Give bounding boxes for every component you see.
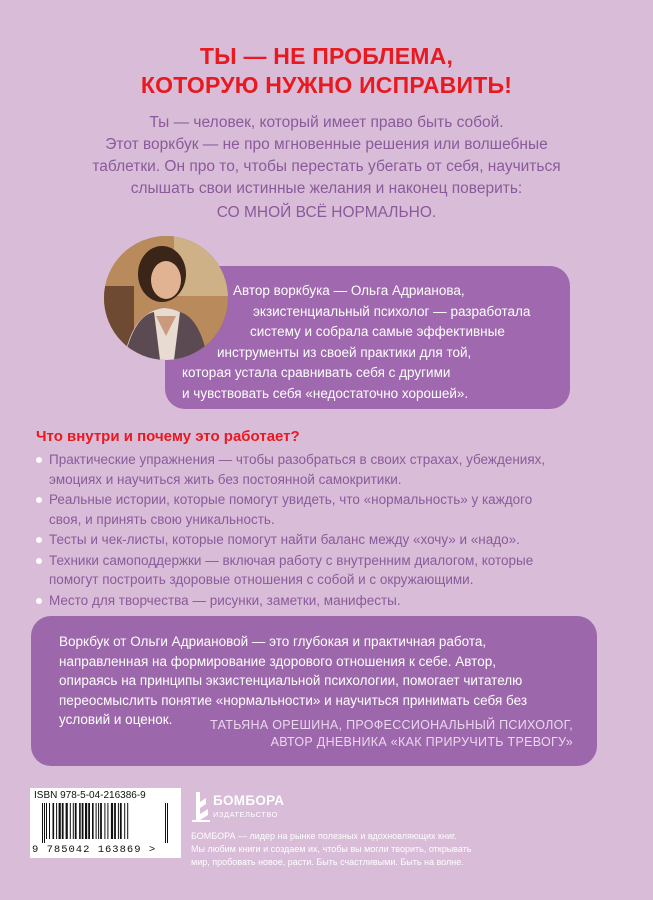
barcode-bar bbox=[100, 803, 102, 839]
review-quote-author bbox=[210, 717, 573, 751]
barcode-bar bbox=[124, 803, 125, 839]
list-item-text: эмоциях и научиться жить без постоянной самокритики. bbox=[49, 471, 402, 487]
author-photo bbox=[104, 236, 228, 360]
intro-paragraph bbox=[0, 112, 653, 224]
publisher-name: БОМБОРА bbox=[213, 793, 285, 808]
barcode-bar bbox=[53, 803, 55, 839]
barcode-bar bbox=[70, 803, 71, 839]
barcode bbox=[30, 788, 181, 858]
barcode-bar bbox=[82, 803, 84, 839]
barcode-bars bbox=[41, 803, 169, 843]
barcode-bar bbox=[59, 803, 61, 839]
list-item bbox=[36, 551, 626, 590]
author-line: систему и собрала самые эффективные bbox=[250, 324, 505, 339]
barcode-number: 9 785042 163869 > bbox=[32, 844, 157, 856]
intro-line: Ты — человек, который имеет право быть собой. bbox=[149, 114, 504, 131]
author-line: Автор воркбука — Ольга Адрианова, bbox=[233, 283, 465, 298]
barcode-bar bbox=[66, 803, 68, 839]
list-item bbox=[36, 450, 626, 489]
publisher-desc-line: мир, пробовать новое, расти. Быть счастливыми. Быть на волне. bbox=[191, 857, 464, 867]
list-item-text: Тесты и чек-листы, которые помогут найти баланс между «хочу» и «надо». bbox=[49, 532, 520, 547]
publisher-desc-line: БОМБОРА — лидер на рынке полезных и вдохновляющих книг. bbox=[191, 831, 457, 841]
barcode-bar bbox=[62, 803, 64, 839]
quote-author-line: АВТОР ДНЕВНИКА «КАК ПРИРУЧИТЬ ТРЕВОГУ» bbox=[270, 735, 573, 749]
barcode-bar bbox=[85, 803, 87, 839]
intro-line: таблетки. Он про то, чтобы перестать убегать от себя, научиться bbox=[92, 158, 561, 175]
quote-line: опираясь на принципы экзистенциальной психологии, помогает читателю bbox=[59, 673, 523, 688]
features-list bbox=[36, 450, 626, 611]
barcode-bar bbox=[104, 803, 105, 839]
barcode-bar bbox=[46, 803, 47, 839]
publisher-logo bbox=[190, 790, 310, 826]
quote-line: направленная на формирование здорового отношения к себе. Автор, bbox=[59, 653, 496, 669]
quote-line: Воркбук от Ольги Адриановой — это глубокая и практичная работа, bbox=[59, 634, 487, 649]
list-item-text: Практические упражнения — чтобы разобраться в своих страхах, убеждениях, bbox=[49, 452, 546, 467]
isbn-text: ISBN 978-5-04-216386-9 bbox=[34, 790, 146, 801]
barcode-bar bbox=[167, 803, 168, 843]
barcode-bar bbox=[96, 803, 97, 839]
list-item-text: своя, и принять свою уникальность. bbox=[49, 511, 275, 527]
review-quote-text bbox=[59, 632, 579, 730]
author-line: экзистенциальный психолог — разработала bbox=[253, 303, 531, 319]
list-item-text: Техники самоподдержки — включая работу с внутренним диалогом, которые bbox=[49, 552, 534, 568]
quote-line: переосмыслить понятие «нормальности» и научиться принимать себя без bbox=[59, 692, 528, 708]
author-line: инструменты из своей практики для той, bbox=[217, 344, 472, 360]
barcode-bar bbox=[79, 803, 81, 839]
publisher-desc-line: Мы любим книги и создаем их, чтобы вы могли творить, открывать bbox=[191, 844, 472, 854]
barcode-bar bbox=[88, 803, 90, 839]
list-item bbox=[36, 530, 626, 550]
publisher-subtitle: ИЗДАТЕЛЬСТВО bbox=[213, 810, 279, 819]
barcode-bar bbox=[44, 803, 45, 843]
barcode-bar bbox=[107, 803, 108, 839]
barcode-bar bbox=[127, 803, 128, 839]
barcode-bar bbox=[56, 803, 57, 839]
barcode-bar bbox=[92, 803, 94, 839]
quote-author-line: ТАТЬЯНА ОРЕШИНА, ПРОФЕССИОНАЛЬНЫЙ ПСИХОЛОГ, bbox=[210, 718, 573, 732]
barcode-bar bbox=[42, 803, 43, 843]
barcode-bar bbox=[98, 803, 99, 839]
list-item-text: Место для творчества — рисунки, заметки, манифесты. bbox=[49, 592, 401, 608]
barcode-bar bbox=[49, 803, 50, 839]
quote-line: условий и оценок. bbox=[59, 712, 173, 727]
section-title: Что внутри и почему это работает? bbox=[36, 428, 300, 445]
intro-line: слышать свои истинные желания и наконец поверить: bbox=[130, 180, 523, 197]
barcode-bar bbox=[165, 803, 166, 843]
author-line: и чувствовать себя «недостаточно хорошей». bbox=[182, 385, 469, 401]
headline bbox=[0, 42, 653, 100]
barcode-bar bbox=[118, 803, 119, 839]
headline-line-1: ТЫ — НЕ ПРОБЛЕМА, bbox=[199, 43, 454, 69]
barcode-bar bbox=[120, 803, 122, 839]
headline-line-2: КОТОРУЮ НУЖНО ИСПРАВИТЬ! bbox=[140, 72, 513, 98]
list-item-text: помогут построить здоровые отношения с собой и с окружающими. bbox=[49, 572, 474, 587]
barcode-bar bbox=[75, 803, 77, 839]
list-item bbox=[36, 490, 626, 529]
author-line: которая устала сравнивать себя с другими bbox=[182, 365, 451, 380]
intro-caps-statement: СО МНОЙ ВСЁ НОРМАЛЬНО. bbox=[216, 204, 437, 221]
publisher-description bbox=[191, 830, 631, 869]
intro-line: Этот воркбук — не про мгновенные решения или волшебные bbox=[105, 136, 548, 153]
barcode-bar bbox=[111, 803, 113, 839]
barcode-bar bbox=[114, 803, 116, 839]
list-item-text: Реальные истории, которые помогут увидеть, что «нормальность» у каждого bbox=[49, 492, 533, 507]
barcode-bar bbox=[73, 803, 74, 839]
list-item bbox=[36, 591, 626, 611]
